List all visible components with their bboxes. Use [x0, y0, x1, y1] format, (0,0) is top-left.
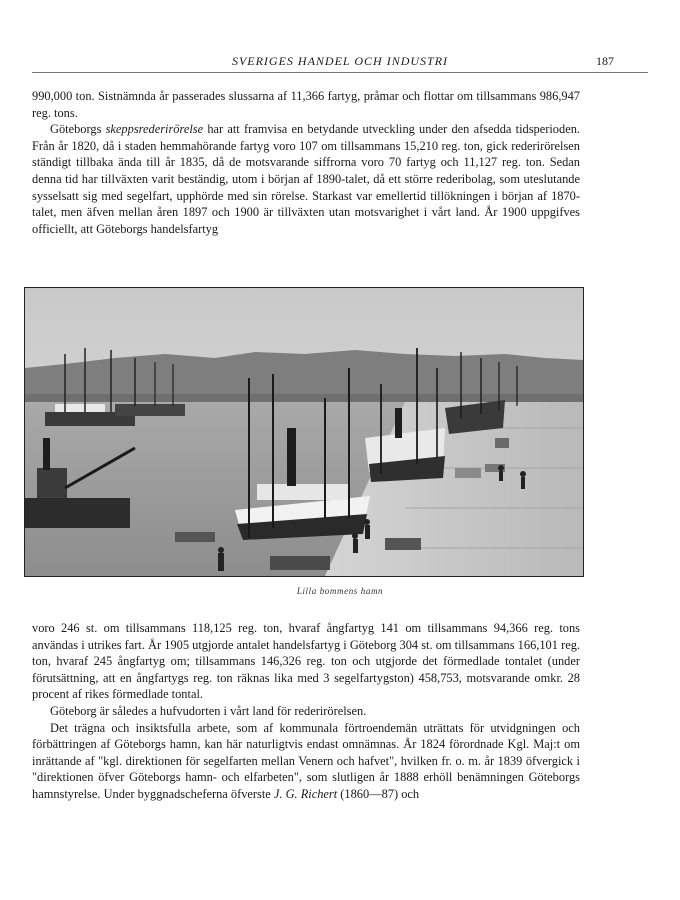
- paragraph-lead: Göteborgs: [50, 122, 106, 137]
- paragraph-shipping: [32, 121, 580, 237]
- harbour-photograph: [24, 287, 584, 577]
- paragraph-lead: Det trägna och insiktsfulla arbete, som af kommunala förtroendemän uträttats för utvidgningen och förbättringen af Göteborgs hamn, kan här naturligtvis endast omnämnas. År 1824 förordnade Kgl. Maj:t om inrättande af "kgl. direktionen för segelfarten mellan Venern och hafvet", hvilken fr. o. m. år 1839 öfvergick i "direktionen öfver Göteborgs hamn- och elfarbeten", som slutligen år 1888 erhöll benämningen Göteborgs hamnstyrelse. Under byggnadscheferna öfverste: [32, 720, 580, 801]
- bottom-text-block: [32, 620, 580, 803]
- page-number: 187: [596, 54, 614, 68]
- paragraph-body: (1860—87) och: [337, 786, 420, 801]
- top-text-block: [32, 88, 580, 237]
- paragraph-summary: Göteborg är således a hufvudorten i vårt land för rederirörelsen.: [50, 703, 367, 718]
- paragraph-statistics: voro 246 st. om tillsammans 118,125 reg. ton, hvaraf ångfartyg 141 om tillsammans 94,366 reg. tons användas i utrikes fart. År 1905 utgjorde antalet handelsfartyg i Göteborg 304 st. om tillsammans 166,101 reg. ton, hvaraf 245 ångfartyg om; tillsammans 146,326 reg. ton och utgjorde det förmedlade tontalet (under förutsättning, att en ångfartygs reg. ton räknas lika med 3 segelfartygston) 458,753, motsvarande omkr. 28 procent af rikes förmedlade tontal.: [32, 621, 580, 702]
- emphasis-name: J. G. Richert: [273, 786, 338, 801]
- paragraph-harbour-works: [32, 720, 580, 803]
- emphasis-term: skeppsrederirörelse: [105, 122, 204, 137]
- paragraph-continued: 990,000 ton. Sistnämnda år passerades slussarna af 11,366 fartyg, pråmar och flottar om tillsammans 986,947 reg. tons.: [32, 89, 580, 120]
- header-rule: [32, 72, 648, 73]
- paragraph-body: har att framvisa en betydande utveckling under den afsedda tidsperioden. Från år 1820, då i staden hemmahörande fartyg voro 107 om tillsammans 15,210 reg. ton, gick rederirörelsen ständigt tillbaka ända till år 1835, då de motsvarande siffrorna voro 70 fartyg och 11,127 reg. ton. Sedan denna tid har tillväxten varit beständig, utom i början af 1890-talet, då ett större rederibolag, som uteslutande sysselsatt sig med segelfart, upphörde med sin rörelse. Starkast var emellertid tillökningen i början af 1870-talet, men äfven mellan åren 1897 och 1900 är tillväxten utan motsvarighet i vårt land. År 1900 uppgifves officiellt, att Göteborgs handelsfartyg: [32, 122, 580, 236]
- harbour-photo-illustration: [25, 288, 583, 576]
- figure-caption: Lilla bommens hamn: [296, 586, 384, 596]
- running-header: [32, 52, 648, 74]
- running-title: SVERIGES HANDEL OCH INDUSTRI: [231, 54, 449, 68]
